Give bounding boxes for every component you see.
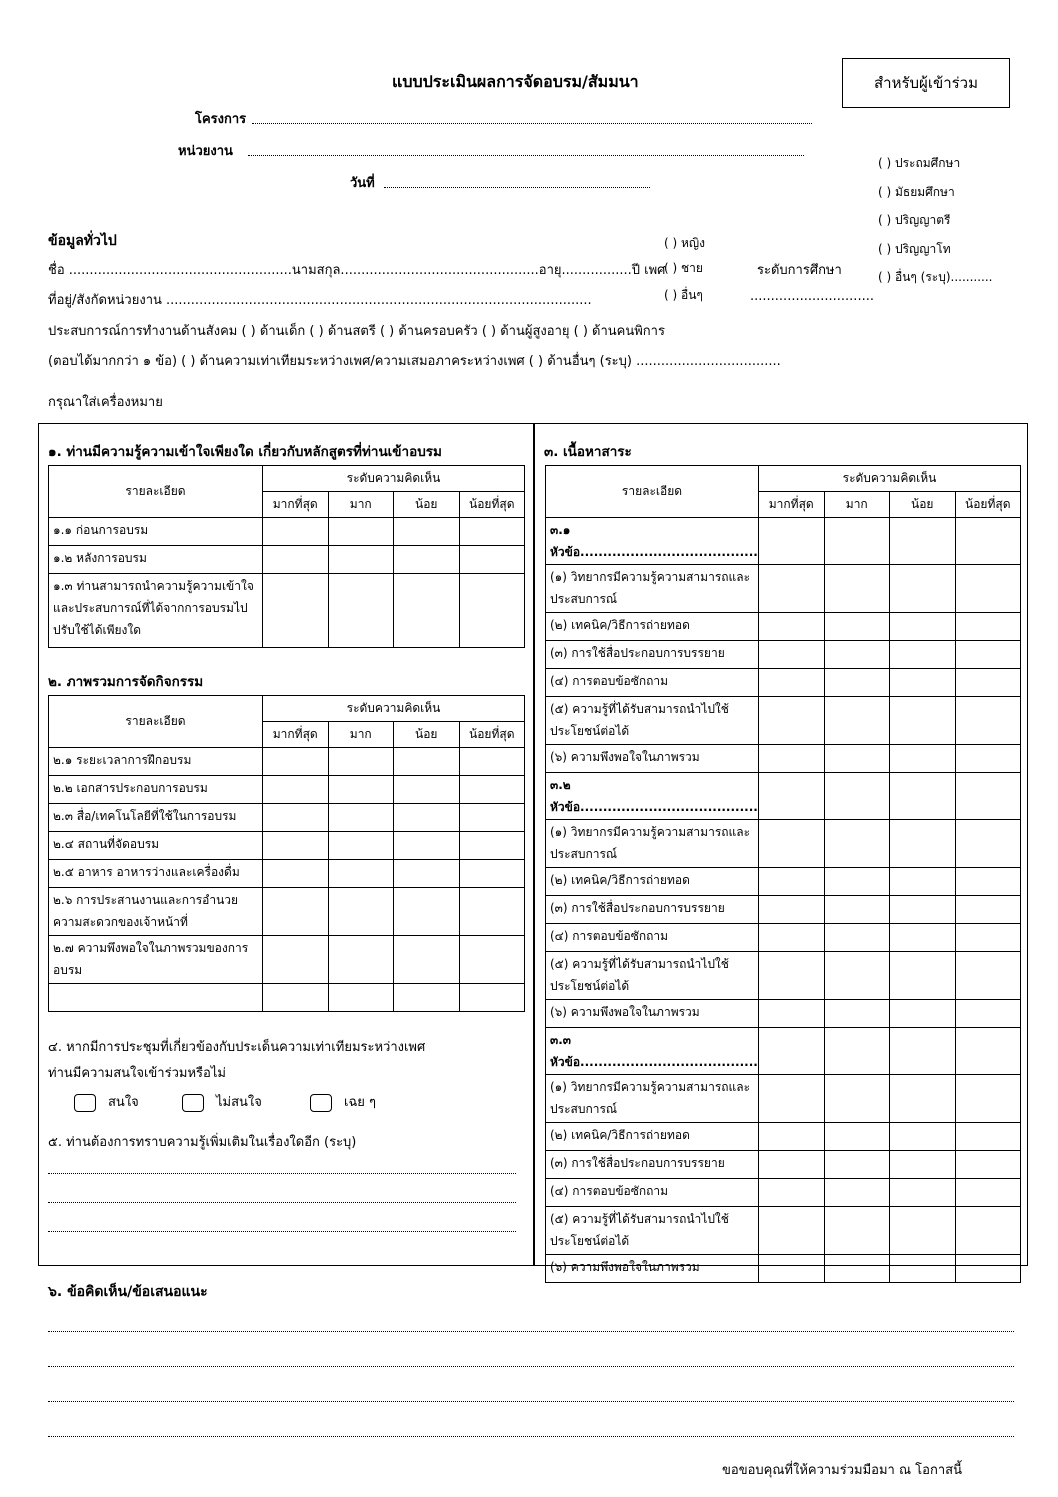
- scale-header: มาก: [328, 722, 394, 748]
- rating-cell[interactable]: [394, 748, 460, 776]
- detail-header: รายละเอียด: [546, 466, 759, 518]
- rating-cell[interactable]: [824, 1075, 890, 1123]
- rating-cell[interactable]: [955, 820, 1021, 868]
- rating-cell[interactable]: [263, 804, 329, 832]
- row-label: ๑.๑ ก่อนการอบรม: [49, 518, 263, 546]
- row-label: (๓) การใช้สื่อประกอบการบรรยาย: [546, 641, 759, 669]
- rating-cell[interactable]: [263, 832, 329, 860]
- table-row: [546, 518, 1021, 565]
- checkbox-not-interested[interactable]: [182, 1094, 204, 1112]
- rating-cell[interactable]: [824, 952, 890, 1000]
- rating-cell[interactable]: [955, 1123, 1021, 1151]
- scale-header: มากที่สุด: [263, 722, 329, 748]
- rating-cell[interactable]: [328, 832, 394, 860]
- section5-line-2[interactable]: [48, 1202, 516, 1203]
- education-option[interactable]: ( ) ปริญญาโท: [878, 241, 951, 256]
- rating-cell[interactable]: [955, 1151, 1021, 1179]
- table-row: [546, 1207, 1021, 1255]
- table-row: [546, 820, 1021, 868]
- section2-table: [48, 695, 525, 1012]
- section1-title: ๑. ท่านมีความรู้ความเข้าใจเพียงใด เกี่ยวกับหลักสูตรที่ท่านเข้าอบรม: [48, 444, 442, 460]
- rating-cell[interactable]: [824, 924, 890, 952]
- table-row: [49, 574, 525, 648]
- rating-cell[interactable]: [759, 669, 825, 697]
- rating-cell[interactable]: [459, 936, 525, 984]
- rating-cell[interactable]: [824, 1255, 890, 1283]
- table-row: [546, 697, 1021, 745]
- rating-cell[interactable]: [263, 936, 329, 984]
- checkbox-neutral[interactable]: [310, 1094, 332, 1112]
- scale-header: มาก: [824, 492, 890, 518]
- table-row: [49, 776, 525, 804]
- rating-cell[interactable]: [759, 1255, 825, 1283]
- rating-cell[interactable]: [759, 1151, 825, 1179]
- rating-cell[interactable]: [824, 697, 890, 745]
- rating-cell[interactable]: [459, 546, 525, 574]
- rating-cell[interactable]: [890, 1075, 956, 1123]
- rating-cell[interactable]: [328, 546, 394, 574]
- rating-cell[interactable]: [955, 613, 1021, 641]
- table-row: [546, 1151, 1021, 1179]
- row-label: ๒.๗ ความพึงพอใจในภาพรวมของการอบรม: [49, 936, 263, 984]
- row-label: (๑) วิทยากรมีความรู้ความสามารถและประสบการณ์: [546, 565, 759, 613]
- rating-cell[interactable]: [824, 820, 890, 868]
- rating-cell[interactable]: [263, 574, 329, 648]
- table-row: [546, 669, 1021, 697]
- gender-male[interactable]: ( ) ชาย: [664, 261, 703, 275]
- rating-cell[interactable]: [824, 669, 890, 697]
- education-options: [878, 154, 1048, 297]
- rating-cell[interactable]: [263, 776, 329, 804]
- row-label: (๖) ความพึงพอใจในภาพรวม: [546, 745, 759, 773]
- rating-cell[interactable]: [459, 574, 525, 648]
- rating-cell[interactable]: [955, 745, 1021, 773]
- project-label: โครงการ: [195, 112, 247, 127]
- detail-header: รายละเอียด: [49, 696, 263, 748]
- rating-cell[interactable]: [328, 860, 394, 888]
- rating-cell[interactable]: [824, 868, 890, 896]
- rating-cell[interactable]: [328, 574, 394, 648]
- row-label: (๕) ความรู้ที่ได้รับสามารถนำไปใช้ประโยชน์ต่อได้: [546, 697, 759, 745]
- row-label: [49, 984, 263, 1012]
- scale-header: น้อยที่สุด: [459, 722, 525, 748]
- agency-field[interactable]: [248, 155, 804, 156]
- rating-cell[interactable]: [890, 1255, 956, 1283]
- education-option[interactable]: ( ) มัธยมศึกษา: [878, 184, 955, 199]
- table-row: [546, 924, 1021, 952]
- row-label: ๒.๔ สถานที่จัดอบรม: [49, 832, 263, 860]
- table-row: [49, 936, 525, 984]
- section5-title: ๕. ท่านต้องการทราบความรู้เพิ่มเติมในเรื่องใดอีก (ระบุ): [48, 1135, 357, 1150]
- rating-cell[interactable]: [890, 669, 956, 697]
- rating-cell[interactable]: [759, 1123, 825, 1151]
- rating-cell[interactable]: [394, 776, 460, 804]
- rating-cell[interactable]: [955, 952, 1021, 1000]
- row-label: ๒.๓ สื่อ/เทคโนโลยีที่ใช้ในการอบรม: [49, 804, 263, 832]
- rating-cell[interactable]: [890, 952, 956, 1000]
- rating-cell[interactable]: [328, 748, 394, 776]
- rating-cell[interactable]: [263, 888, 329, 936]
- comment-line-3[interactable]: [48, 1401, 1014, 1402]
- rating-cell[interactable]: [759, 745, 825, 773]
- agency-label: หน่วยงาน: [178, 144, 233, 159]
- scale-header: มากที่สุด: [263, 492, 329, 518]
- rating-cell[interactable]: [890, 697, 956, 745]
- table-row: [49, 888, 525, 936]
- gender-other[interactable]: ( ) อื่นๆ: [664, 288, 703, 302]
- row-label: (๒) เทคนิค/วิธีการถ่ายทอด: [546, 1123, 759, 1151]
- option-interested-label: สนใจ: [108, 1095, 139, 1110]
- rating-cell[interactable]: [824, 613, 890, 641]
- rating-cell[interactable]: [955, 1028, 1021, 1075]
- rating-cell[interactable]: [394, 936, 460, 984]
- table-row: [546, 1000, 1021, 1028]
- rating-cell[interactable]: [890, 1123, 956, 1151]
- rating-cell[interactable]: [824, 641, 890, 669]
- table-row: [546, 1028, 1021, 1075]
- rating-cell[interactable]: [824, 896, 890, 924]
- rating-cell[interactable]: [328, 804, 394, 832]
- rating-cell[interactable]: [824, 1207, 890, 1255]
- rating-cell[interactable]: [759, 565, 825, 613]
- table-header-row: [49, 466, 525, 492]
- education-field[interactable]: ..............................: [750, 289, 874, 304]
- row-label: ๓.๑ หัวข้อ.......................................: [546, 518, 759, 565]
- rating-cell[interactable]: [328, 518, 394, 546]
- section4-line1: ๔. หากมีการประชุมที่เกี่ยวข้องกับประเด็นความเท่าเทียมระหว่างเพศ: [48, 1040, 426, 1055]
- rating-cell[interactable]: [890, 1207, 956, 1255]
- rating-cell[interactable]: [459, 776, 525, 804]
- rating-cell[interactable]: [824, 565, 890, 613]
- rating-cell[interactable]: [759, 868, 825, 896]
- rating-cell[interactable]: [328, 888, 394, 936]
- rating-cell[interactable]: [890, 641, 956, 669]
- table-row: [546, 773, 1021, 820]
- rating-cell[interactable]: [263, 748, 329, 776]
- table-row: [546, 1179, 1021, 1207]
- table-header-row: [49, 696, 525, 722]
- rating-cell[interactable]: [824, 1028, 890, 1075]
- table-row: [546, 1123, 1021, 1151]
- section2-title: ๒. ภาพรวมการจัดกิจกรรม: [48, 674, 204, 690]
- row-label: (๑) วิทยากรมีความรู้ความสามารถและประสบการณ์: [546, 820, 759, 868]
- row-label: ๒.๒ เอกสารประกอบการอบรม: [49, 776, 263, 804]
- rating-cell[interactable]: [394, 518, 460, 546]
- row-label: (๔) การตอบข้อซักถาม: [546, 1179, 759, 1207]
- row-label: (๕) ความรู้ที่ได้รับสามารถนำไปใช้ประโยชน์ต่อได้: [546, 952, 759, 1000]
- rating-cell[interactable]: [824, 1151, 890, 1179]
- option-neutral[interactable]: [310, 1091, 376, 1112]
- rating-cell[interactable]: [459, 748, 525, 776]
- table-row: [546, 868, 1021, 896]
- rating-cell[interactable]: [394, 804, 460, 832]
- option-not-interested[interactable]: [182, 1091, 262, 1112]
- education-option[interactable]: ( ) ปริญญาตรี: [878, 213, 951, 227]
- rating-cell[interactable]: [955, 565, 1021, 613]
- rating-cell[interactable]: [459, 984, 525, 1012]
- table-row: [49, 860, 525, 888]
- rating-cell[interactable]: [759, 820, 825, 868]
- table-row: [546, 613, 1021, 641]
- comment-line-4[interactable]: [48, 1436, 1014, 1437]
- rating-cell[interactable]: [759, 1028, 825, 1075]
- instruction: กรุณาใส่เครื่องหมาย: [48, 395, 163, 410]
- rating-cell[interactable]: [824, 1123, 890, 1151]
- row-label: (๖) ความพึงพอใจในภาพรวม: [546, 1000, 759, 1028]
- rating-cell[interactable]: [955, 641, 1021, 669]
- section1-table: [48, 465, 525, 648]
- rating-cell[interactable]: [824, 1179, 890, 1207]
- rating-cell[interactable]: [328, 776, 394, 804]
- rating-cell[interactable]: [890, 1151, 956, 1179]
- rating-cell[interactable]: [759, 1000, 825, 1028]
- rating-cell[interactable]: [955, 518, 1021, 565]
- education-option[interactable]: ( ) ประถมศึกษา: [878, 156, 961, 170]
- table-row: [49, 748, 525, 776]
- rating-cell[interactable]: [890, 518, 956, 565]
- participant-box: สำหรับผู้เข้าร่วม: [842, 58, 1010, 108]
- table-row: [49, 518, 525, 546]
- row-label: ๑.๒ หลังการอบรม: [49, 546, 263, 574]
- table-row: [546, 896, 1021, 924]
- table-row: [49, 804, 525, 832]
- row-label: (๓) การใช้สื่อประกอบการบรรยาย: [546, 1151, 759, 1179]
- row-label: (๔) การตอบข้อซักถาม: [546, 924, 759, 952]
- scale-header: น้อย: [394, 722, 460, 748]
- level-header: ระดับความคิดเห็น: [759, 466, 1021, 492]
- section5-line-3[interactable]: [48, 1231, 516, 1232]
- row-label: (๔) การตอบข้อซักถาม: [546, 669, 759, 697]
- row-label: (๒) เทคนิค/วิธีการถ่ายทอด: [546, 613, 759, 641]
- rating-cell[interactable]: [890, 745, 956, 773]
- row-label: (๕) ความรู้ที่ได้รับสามารถนำไปใช้ประโยชน์ต่อได้: [546, 1207, 759, 1255]
- comment-line-1[interactable]: [48, 1331, 1014, 1332]
- section3-table: [545, 465, 1021, 1283]
- rating-cell[interactable]: [890, 773, 956, 820]
- comment-line-2[interactable]: [48, 1366, 1014, 1367]
- table-row: [546, 745, 1021, 773]
- row-label: (๑) วิทยากรมีความรู้ความสามารถและประสบการณ์: [546, 1075, 759, 1123]
- table-row: [49, 546, 525, 574]
- row-label: ๒.๖ การประสานงานและการอำนวยความสะดวกของเจ้าหน้าที่: [49, 888, 263, 936]
- rating-cell[interactable]: [824, 1000, 890, 1028]
- section3-title: ๓. เนื้อหาสาระ: [544, 444, 632, 460]
- rating-cell[interactable]: [328, 936, 394, 984]
- rating-cell[interactable]: [459, 518, 525, 546]
- row-label: ๒.๕ อาหาร อาหารว่างและเครื่องดื่ม: [49, 860, 263, 888]
- rating-cell[interactable]: [890, 896, 956, 924]
- section6-title: ๖. ข้อคิดเห็น/ข้อเสนอแนะ: [48, 1284, 208, 1300]
- rating-cell[interactable]: [459, 860, 525, 888]
- rating-cell[interactable]: [263, 518, 329, 546]
- social-experience-line[interactable]: ประสบการณ์การทำงานด้านสังคม ( ) ด้านเด็ก ( ) ด้านสตรี ( ) ด้านครอบครัว ( ) ด้านผู้สูงอายุ ( ) ด้านคนพิการ: [48, 324, 665, 339]
- education-option[interactable]: ( ) อื่นๆ (ระบุ)...........: [878, 270, 993, 284]
- rating-cell[interactable]: [824, 518, 890, 565]
- date-label: วันที่: [350, 176, 375, 191]
- rating-cell[interactable]: [955, 669, 1021, 697]
- section4-line2: ท่านมีความสนใจเข้าร่วมหรือไม่: [48, 1066, 226, 1081]
- option-neutral-label: เฉย ๆ: [344, 1095, 377, 1110]
- rating-cell[interactable]: [394, 888, 460, 936]
- option-interested[interactable]: [74, 1091, 139, 1112]
- checkbox-interested[interactable]: [74, 1094, 96, 1112]
- row-label: (๖) ความพึงพอใจในภาพรวม: [546, 1255, 759, 1283]
- rating-cell[interactable]: [394, 832, 460, 860]
- rating-cell[interactable]: [759, 1207, 825, 1255]
- name-line[interactable]: ชื่อ ......................................................นามสกุล................................................อายุ.................ปี เพศ: [48, 263, 666, 278]
- level-header: ระดับความคิดเห็น: [263, 466, 525, 492]
- detail-header: รายละเอียด: [49, 466, 263, 518]
- rating-cell[interactable]: [759, 518, 825, 565]
- general-heading: ข้อมูลทั่วไป: [48, 233, 117, 249]
- row-label: (๓) การใช้สื่อประกอบการบรรยาย: [546, 896, 759, 924]
- rating-cell[interactable]: [890, 1028, 956, 1075]
- table-row: [546, 952, 1021, 1000]
- level-header: ระดับความคิดเห็น: [263, 696, 525, 722]
- rating-cell[interactable]: [759, 773, 825, 820]
- rating-cell[interactable]: [759, 697, 825, 745]
- education-label: ระดับการศึกษา: [757, 263, 842, 278]
- rating-cell[interactable]: [890, 1179, 956, 1207]
- rating-cell[interactable]: [955, 896, 1021, 924]
- rating-cell[interactable]: [890, 868, 956, 896]
- rating-cell[interactable]: [824, 745, 890, 773]
- rating-cell[interactable]: [955, 1000, 1021, 1028]
- row-label: ๓.๒ หัวข้อ.......................................: [546, 773, 759, 820]
- rating-cell[interactable]: [394, 860, 460, 888]
- scale-header: น้อยที่สุด: [955, 492, 1021, 518]
- table-row: [546, 1255, 1021, 1283]
- rating-cell[interactable]: [955, 868, 1021, 896]
- gender-female[interactable]: ( ) หญิง: [664, 236, 705, 250]
- table-row: [546, 1075, 1021, 1123]
- row-label: ๑.๓ ท่านสามารถนำความรู้ความเข้าใจและประสบการณ์ที่ได้จากการอบรมไปปรับใช้ได้เพียงใด: [49, 574, 263, 648]
- rating-cell[interactable]: [890, 924, 956, 952]
- rating-cell[interactable]: [394, 574, 460, 648]
- table-row: [49, 984, 525, 1012]
- option-not-interested-label: ไม่สนใจ: [216, 1095, 262, 1110]
- rating-cell[interactable]: [459, 888, 525, 936]
- rating-cell[interactable]: [759, 1179, 825, 1207]
- rating-cell[interactable]: [890, 1000, 956, 1028]
- rating-cell[interactable]: [759, 1075, 825, 1123]
- scale-header: น้อย: [394, 492, 460, 518]
- table-row: [546, 641, 1021, 669]
- thanks-text: ขอขอบคุณที่ให้ความร่วมมือมา ณ โอกาสนี้: [722, 1463, 962, 1478]
- scale-header: น้อยที่สุด: [459, 492, 525, 518]
- rating-cell[interactable]: [759, 924, 825, 952]
- rating-cell[interactable]: [955, 773, 1021, 820]
- rating-cell[interactable]: [955, 1075, 1021, 1123]
- rating-cell[interactable]: [955, 697, 1021, 745]
- scale-header: มากที่สุด: [759, 492, 825, 518]
- form-title: แบบประเมินผลการจัดอบรม/สัมมนา: [392, 72, 639, 91]
- scale-header: มาก: [328, 492, 394, 518]
- rating-cell[interactable]: [328, 984, 394, 1012]
- rating-cell[interactable]: [890, 565, 956, 613]
- table-row: [49, 832, 525, 860]
- rating-cell[interactable]: [394, 984, 460, 1012]
- scale-header: น้อย: [890, 492, 956, 518]
- row-label: ๒.๑ ระยะเวลาการฝึกอบรม: [49, 748, 263, 776]
- rating-cell[interactable]: [955, 1207, 1021, 1255]
- rating-cell[interactable]: [263, 546, 329, 574]
- project-field[interactable]: [252, 123, 812, 124]
- row-label: ๓.๓ หัวข้อ.......................................: [546, 1028, 759, 1075]
- table-row: [546, 565, 1021, 613]
- address-line[interactable]: ที่อยู่/สังกัดหน่วยงาน .......................................................................................................: [48, 293, 592, 308]
- rating-cell[interactable]: [759, 613, 825, 641]
- rating-cell[interactable]: [955, 1255, 1021, 1283]
- rating-cell[interactable]: [459, 804, 525, 832]
- table-header-row: [546, 466, 1021, 492]
- rating-cell[interactable]: [459, 832, 525, 860]
- rating-cell[interactable]: [759, 641, 825, 669]
- rating-cell[interactable]: [263, 860, 329, 888]
- section5-line-1[interactable]: [48, 1173, 516, 1174]
- rating-cell[interactable]: [759, 896, 825, 924]
- date-field[interactable]: [384, 187, 650, 188]
- rating-cell[interactable]: [759, 952, 825, 1000]
- social-experience-line-2[interactable]: (ตอบได้มากกว่า ๑ ข้อ) ( ) ด้านความเท่าเทียมระหว่างเพศ/ความเสมอภาคระหว่างเพศ ( ) ด้านอื่นๆ (ระบุ) ...................................: [48, 354, 781, 369]
- column-divider: [533, 423, 535, 1266]
- rating-cell[interactable]: [890, 613, 956, 641]
- rating-cell[interactable]: [955, 924, 1021, 952]
- rating-cell[interactable]: [955, 1179, 1021, 1207]
- rating-cell[interactable]: [394, 546, 460, 574]
- row-label: (๒) เทคนิค/วิธีการถ่ายทอด: [546, 868, 759, 896]
- rating-cell[interactable]: [890, 820, 956, 868]
- rating-cell[interactable]: [824, 773, 890, 820]
- rating-cell[interactable]: [263, 984, 329, 1012]
